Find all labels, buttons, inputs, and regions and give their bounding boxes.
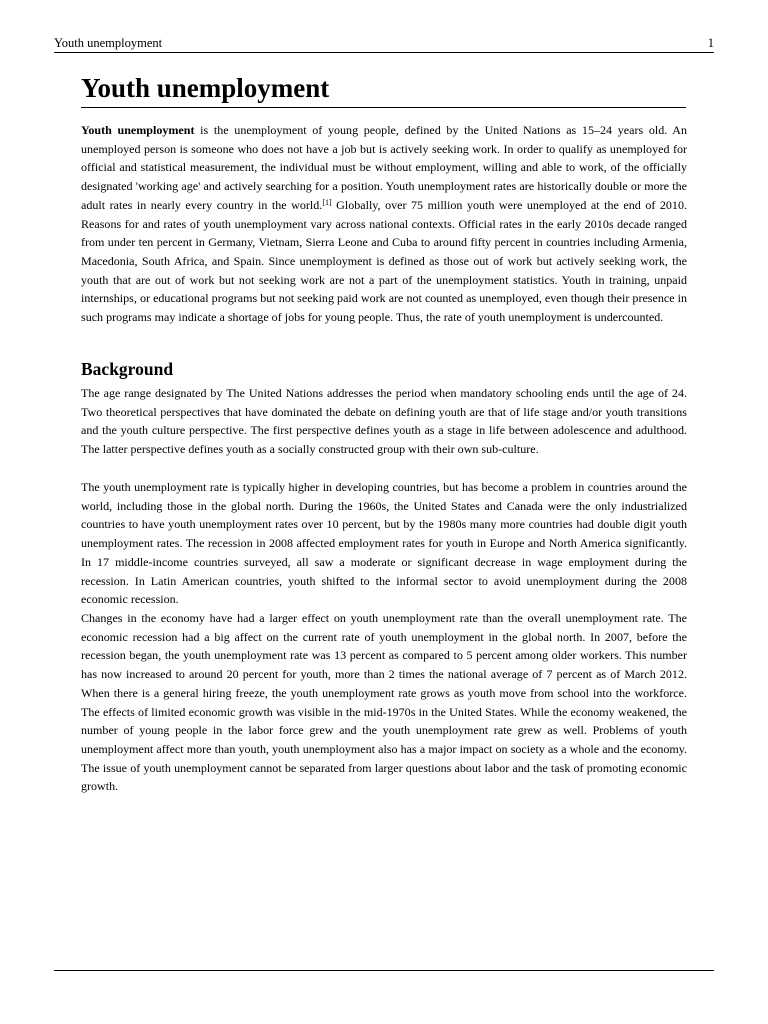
background-paragraph-1: The age range designated by The United Nations addresses the period when mandatory schooling ends until the age of 24. Two theoretical perspectives that have dominated the debate on defining youth are that of life stage and/or youth transitions and the youth culture perspective. The first perspective defines youth as a stage in life between adolescence and adulthood. The latter perspective defines youth as a socially constructed group with their own sub-culture. <box>81 386 687 457</box>
section-heading-background: Background <box>81 359 174 379</box>
intro-paragraph <box>81 121 687 327</box>
intro-text-part-1: is the unemployment of young people, defined by the United Nations as 15–24 years old. An unemployed person is someone who does not have a job but is actively seeking work. In order to qualify as unemployed for official and statistical measurement, the individual must be without employment, willing and able to work, of the officially designated 'working age' and actively searching for a position. Youth unemployment rates are historically double or more the adult rates in nearly every country in the world. <box>81 123 688 212</box>
page-title: Youth unemployment <box>81 70 686 108</box>
citation-link-1[interactable]: [1] <box>322 197 332 207</box>
running-header-title: Youth unemployment <box>54 36 163 50</box>
page-number: 1 <box>707 36 714 50</box>
running-header <box>54 36 714 53</box>
intro-lead-term: Youth unemployment <box>81 123 195 137</box>
intro-text-part-2: Globally, over 75 million youth were unemployed at the end of 2010. Reasons for and rates of youth unemployment vary across national contexts. Official rates in the early 2010s decade ranged from under ten percent in Germany, Vietnam, Sierra Leone and Cuba to around fifty percent in countries including Armenia, Macedonia, South Africa, and Spain. Since unemployment is defined as those out of work but actively seeking work, the youth that are out of work but not seeking work are not a part of the unemployment statistics. Youth in training, unpaid internships, or educational programs but not seeking paid work are not counted as unemployed, even though their presence in such programs may indicate a shortage of jobs for young people. Thus, the rate of youth unemployment is undercounted. <box>81 197 687 325</box>
background-paragraph-2: The youth unemployment rate is typically higher in developing countries, but has become a problem in countries around the world, including those in the global north. During the 1960s, the United States and Canada were the only industrialized countries to have youth unemployment rates over 10 percent, but by the 1980s many more countries had double digit youth unemployment rates. The recession in 2008 affected employment rates for youth in Europe and North America significantly. In 17 middle-income countries surveyed, all saw a moderate or significant decrease in wage employment during the recession. In Latin American countries, youth shifted to the informal sector to avoid unemployment during the 2008 economic recession. <box>81 480 687 607</box>
footer-rule <box>54 970 714 971</box>
background-paragraph-3: Changes in the economy have had a larger effect on youth unemployment rate than the overall unemployment rate. The economic recession had a big affect on the current rate of youth unemployment in the global north. In 2007, before the recession began, the youth unemployment rate was 13 percent as compared to 5 percent among older workers. This number has now increased to around 20 percent for youth, more than 2 times the national average of 7 percent as of March 2012. When there is a general hiring freeze, the youth unemployment rate grows as youth move from school into the workforce. The effects of limited economic growth was visible in the mid-1970s in the United States. While the economy weakened, the number of young people in the labor force grew and the youth unemployment rate grew as well. Problems of youth unemployment affect more than youth, youth unemployment also has a major impact on society as a whole and the economy. The issue of youth unemployment cannot be separated from larger questions about labor and the task of promoting economic growth. <box>81 611 687 794</box>
